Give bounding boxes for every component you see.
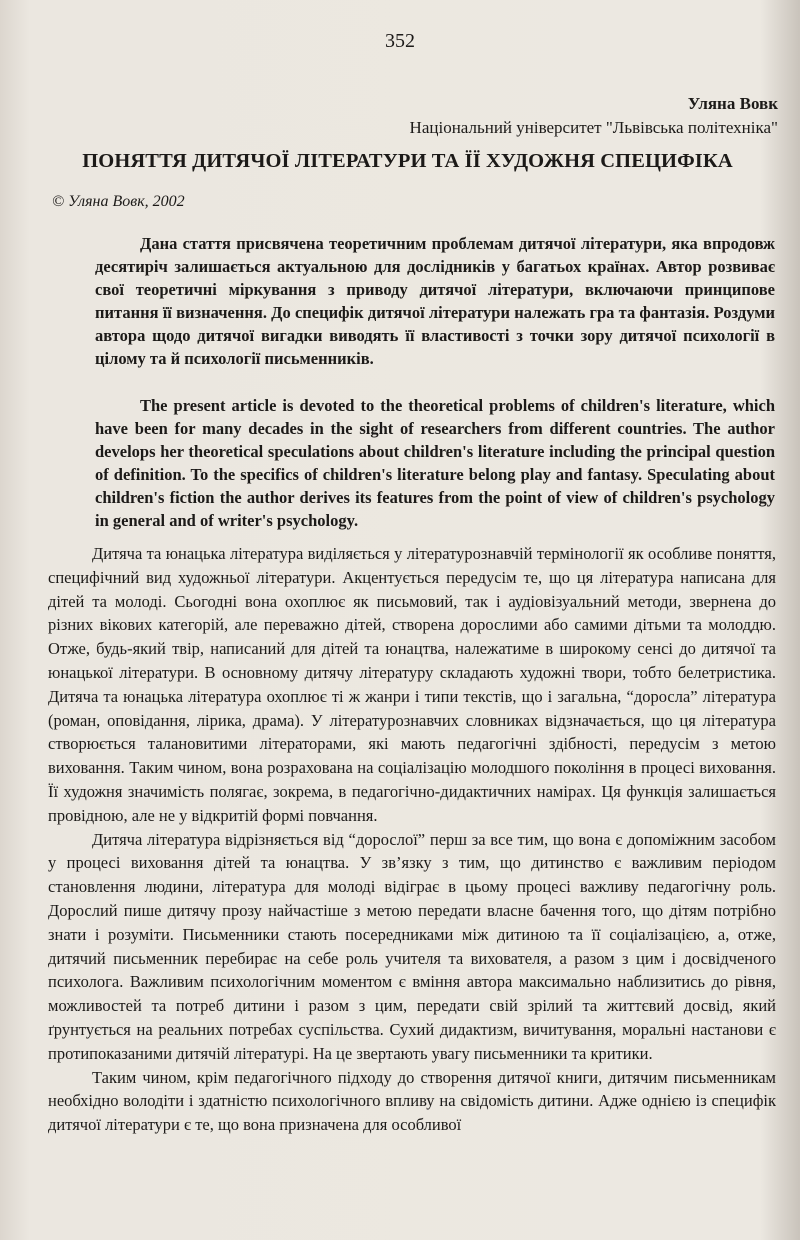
- author-block: [410, 92, 778, 140]
- page-number: 352: [385, 30, 415, 52]
- body-paragraph: Таким чином, крім педагогічного підходу до створення дитячої книги, дитячим письменникам необхідно володіти і здатністю психологічного впливу на свідомість дитини. Адже однією із специфік дитячої літератури є те, що вона призначена для особливої: [48, 1067, 776, 1135]
- abstract-ukrainian: Дана стаття присвячена теоретичним проблемам дитячої літератури, яка впродовж десятиріч залишається актуальною для дослідників у багатьох країнах. Автор розвиває свої теоретичні міркування з приводу дитячої літератури, включаючи принципове питання її визначення. До специфік дитячої літератури належать гра та фантазія. Роздуми автора щодо дитячої вигадки виводять її властивості з точки зору дитячої психології в цілому та й психології письменників.: [95, 234, 775, 368]
- article-body: [48, 542, 776, 1137]
- abstract-english: The present article is devoted to the theoretical problems of children's literature, which have been for many decades in the sight of researchers from different countries. The author develops her theoretical speculations about children's literature including the principal question of definition. To the specifics of children's literature belong play and fantasy. Speculating about children's fiction the author derives its features from the point of view of children's psychology in general and of writer's psychology.: [95, 396, 775, 530]
- author-affiliation: Національний університет "Львівська політехніка": [409, 118, 778, 137]
- body-paragraph: Дитяча література відрізняється від “дорослої” перш за все тим, що вона є допоміжним засобом у процесі виховання дітей та юнацтва. У зв’язку з тим, що дитинство є важливим періодом становлення людини, література для молоді відіграє в цьому процесі важливу педагогічну роль. Дорослий пише дитячу прозу найчастіше з метою передати власне бачення того, що дітям потрібно знати і розуміти. Письменники стають посередниками між дитиною та її соціалізацією, а, отже, дитячий письменник перебирає на себе роль учителя та вихователя, а разом з цим і досвідченого психолога. Важливим психологічним моментом є вміння автора максимально наблизитись до рівня, можливостей та потреб дитини і разом з цим, передати свій зрілий та життєвий досвід, який ґрунтується на реальних потребах суспільства. Сухий дидактизм, вичитування, моральні настанови є протипоказаними дитячій літературі. На це звертають увагу письменники та критики.: [48, 829, 776, 1063]
- author-name: Уляна Вовк: [687, 94, 778, 113]
- body-paragraph: Дитяча та юнацька література виділяється у літературознавчій термінології як особливе поняття, специфічний вид художньої літератури. Акцентується передусім те, що ця література написана для дітей та молоді. Сьогодні вона охоплює як письмовий, так і аудіовізуальний методи, звернена до різних вікових категорій, але переважно дітей, створена дорослими або самими дітьми та молоддю. Отже, будь-який твір, написаний для дітей та юнацтва, належатиме в широкому сенсі до дитячої та юнацької літератури. В основному дитячу літературу складають художні твори, тобто белетристика. Дитяча та юнацька література охоплює ті ж жанри і типи текстів, що і загальна, “доросла” література (роман, оповідання, лірика, драма). У літературознавчих словниках відзначається, що ця література створюється талановитими літераторами, які мають педагогічні здібності, передусім з метою виховання. Таким чином, вона розрахована на соціалізацію молодшого покоління в процесі виховання. Її художня значимість полягає, зокрема, в педагогічно-дидактичних намірах. Ця функція залишається провідною, але не у відкритій формі повчання.: [48, 544, 776, 825]
- article-title: ПОНЯТТЯ ДИТЯЧОЇ ЛІТЕРАТУРИ ТА ЇЇ ХУДОЖНЯ СПЕЦИФІКА: [82, 150, 733, 172]
- copyright-line: © Уляна Вовк, 2002: [52, 193, 185, 210]
